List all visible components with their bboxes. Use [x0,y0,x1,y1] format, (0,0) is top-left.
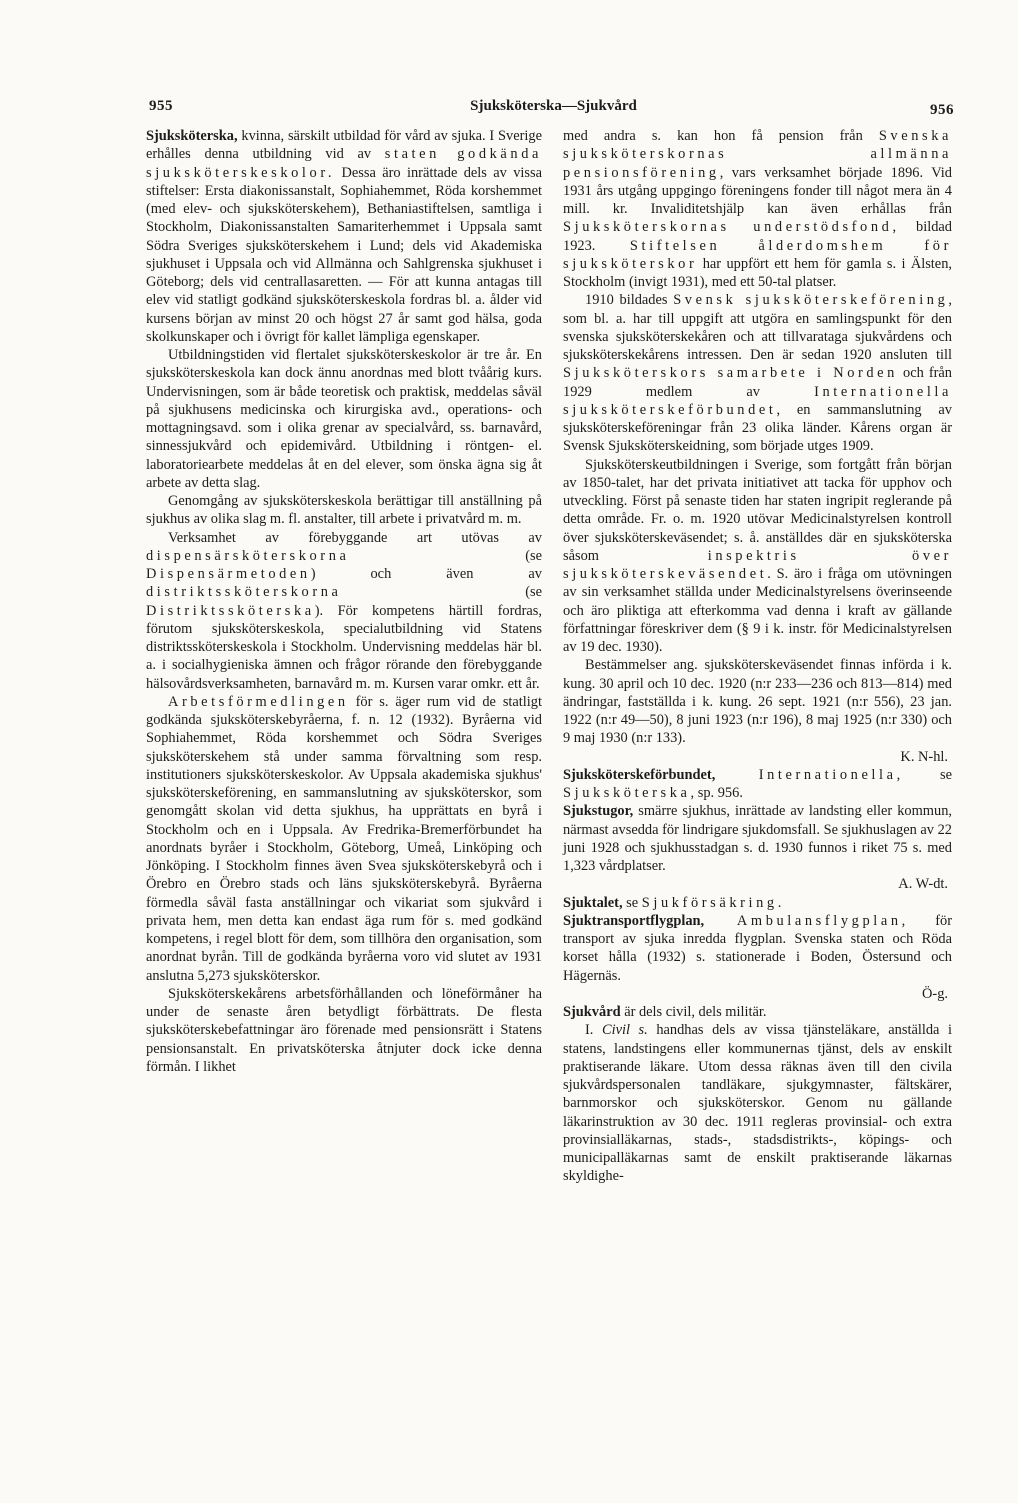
text-run: smärre sjukhus, inrättade av landsting eller kommun, närmast avsedda för lindrigare sjukdomsfall. Se sjukhuslagen av 22 juni 1928 och sjukhusstadgan s. d. 1930 funnos i riket 75 s. med 1,323 vårdplatser. [563,803,952,874]
page-number-right: 956 [930,102,954,118]
page-number-left: 955 [149,98,173,114]
text-run: ). För kompetens härtill fordras, förutom sjuksköterskeskola, specialutbildning vid Statens distriktssköterskeskola i Stockholm. Undervisning meddelas här bl. a. i socialhygieniska ämnen och frågor rörande den förebyggande hälsovårdsverksamheten, barnavård m. m. Kursen varar omkr. ett år. [146,602,542,692]
cross-reference: Dispensärmetoden [146,566,311,582]
cross-reference: dispensärsköterskorna [146,547,350,564]
paragraph [563,656,952,766]
cross-reference: Distriktssköterska [146,602,315,619]
left-column [146,127,542,1076]
text-run: (se [349,547,542,564]
italic-text: Civil s. [601,1022,648,1039]
entry-headword: Sjukvård [563,1004,621,1020]
spaced-text: Stiftelsen ålderdomshem för sjuksköterskor [563,237,952,272]
text-run: . [777,894,782,911]
text-run: , en sammanslutning av sjuksköterskeföreningar från 23 olika länder. Kårens organ är Svensk Sjuksköterskeidning, som började utges 1909. [563,401,952,455]
spaced-text: Arbetsförmedlingen [168,693,349,710]
text-run: , sp. 956. [690,785,743,801]
text-run: , vars verksamhet började 1896. Vid 1931 års utgång uppgingo föreningens fonder till något mera än 4 mill. kr. Invaliditetshjälp kan även erhållas från [563,164,952,217]
text-run: I. [585,1022,602,1039]
entry-headword: Sjuktalet, [563,894,623,911]
paragraph [563,766,952,803]
text-run: , som bl. a. har till uppgift att utgöra en samlingspunkt för den svenska sjuksköterskekåren och att tillvarataga sjukvårdens och sjuksköterskekårens intressen. Den är sedan 1920 ansluten till [563,292,952,363]
text-run: . S. äro i fråga om utövningen av sin verksamhet ställda under Medicinalstyrelsens överinseende och äro pliktiga att efterkomma vad denna i kraft av gällande författningar föreskriver dem (§ 9 i k. instr. för Medicinalstyrelsen av 19 dec. 1930). [563,566,952,655]
paragraph [563,291,952,455]
text-run: , för transport av sjuka inredda flygplan. Svenska staten och Röda korset hålla (1932) s. stationerade i Boden, Östersund och Hägernäs. [563,912,952,984]
text-run: har uppfört ett hem för gamla s. i Älsten, Stockholm (invigt 1931), med ett 50-tal platser. [563,255,952,290]
page-header [145,98,962,120]
text-run: med andra s. kan hon få pension från [563,128,879,144]
paragraph [146,693,542,985]
spaced-text: Sjuksköterskors samarbete i Norden [563,365,898,382]
text-run: ) och även av [310,566,542,582]
author-signature: A. W-dt. [898,876,948,893]
paragraph [146,127,542,346]
paragraph [563,1003,952,1021]
text-run: är dels civil, dels militär. [620,1004,767,1020]
text-run: Dessa äro inrättade dels av vissa stiftelser: Ersta diakonissanstalt, Sophiahemmet, Röda korshemmet (med elev- och sjuksköterskehem), Bethaniastiftelsen, samtliga i Stockholm, Diakonissanstalten Samariterhemmet i Uppsala samt Södra Sveriges sjuksköterskehem i Lund; dels vid Akademiska sjukhuset i Uppsala och vid Allmänna och Sahlgrenska sjukhuset i Göteborg; dels vid centrallasaretten. — För att kunna antagas till elev vid statligt godkänd sjuksköterskeskola fordras bl. a. ålder vid kursens början av minst 20 och högst 27 år samt god hälsa, goda skolkunskaper och i övrigt för kallet lämpliga egenskaper. [146,164,542,345]
paragraph: Utbildningstiden vid flertalet sjuksköterskeskolor är tre år. En sjuksköterskeskola kan dock ännu anordnas med blott tvåårig kurs. Undervisningen, som är både teoretisk och praktisk, meddelas såväl på sjukhusens medicinska och kirurgiska avd., operations- och mottagningsavd. som i olika grenar av specialvård, ss. barnavård, sinnessjukvård och epidemivård. Utbildning i röntgen- el. laboratoriearbete meddelas åt en del elever, som önska ägna sig åt arbete av detta slag. [146,347,542,491]
text-run: Verksamhet av förebyggande art utövas av [168,529,542,546]
text-run: , bildad 1923. [563,219,953,254]
text-run: för s. äger rum vid de statligt godkända sjuksköterskebyråerna, f. n. 12 (1932). Byråerna vid Sophiahemmet, Röda korshemmet och Södra Sveriges sjuksköterskehem stå under samma förvaltning som resp. institutioners sjuksköterskeskolor. Av Uppsala akademiska sjukhus' sjuksköterskeförening, en sammanslutning av sjuksköterskor, som genomgått skolan vid detta sjukhus, ha upprättats en byrå i Stockholm och en i Uppsala. Av Fredrika-Bremerförbundet ha anordnats byråer i Stockholm, Göteborg, Umeå, Linköping och Jönköping. I Stockholm finnes även Svea sjuksköterskebyrå och i Örebro en Örebro stads och läns sjuksköterskebyrå. Byråerna förmedla såväl fasta anställningar och vikariat som sjukvård i privata hem, men detta kan endast äga rum för s. med godkänd kompetens, i regel blott för dem, som tillhöra den organisation, som anordnat byrån. Till de godkända byråerna voro vid slutet av 1931 anslutna 5,273 sjuksköterskor. [146,693,542,984]
paragraph [563,127,952,291]
paragraph [563,802,952,893]
paragraph: Genomgång av sjuksköterskeskola berättigar till anställning på sjukhus av olika slag m. fl. anstalter, till arbete i privatvård m. m. [146,493,542,528]
entry-headword: Sjuksköterskeförbundet, [563,766,716,783]
right-column [563,127,952,1186]
spaced-text: Svensk sjuksköterskeförening [673,292,949,309]
spaced-text: Internationella sjuksköterskeförbundet [563,383,952,418]
spaced-text: Sjuksköterskornas understödsfond [563,219,893,236]
text-run: 1910 bildades [585,292,674,309]
text-run: handhas dels av vissa tjänsteläkare, anställda i statens, landstingens eller kommunernas tjänst, dels av enskilt praktiserande läkare. Utom dessa räknas även till den civila sjukvårdspersonalen tandläkare, sjukgymnaster, fältskärer, barnmorskor och sjuksköterskor. Genom nu gällande läkarinstruktion av 30 dec. 1911 regleras provinsial- och extra provinsialläkarnas, stads-, stadsdistrikts-, köpings- och municipalläkarnas samt de enskilt praktiserande läkarnas skyldighe- [563,1022,952,1185]
paragraph [146,529,542,693]
spaced-text: inspektris över sjuksköterskeväsendet [563,547,952,582]
text-run: Bestämmelser ang. sjuksköterskeväsendet finnas införda i k. kung. 30 april och 10 dec. 1920 (n:r 233—236 och 813—814) med ändringar, fastställda i k. kung. 26 sept. 1921 (n:r 556), 23 jan. 1922 (n:r 49—50), 8 juni 1923 (n:r 196), 8 maj 1925 (n:r 330) och 9 maj 1930 (n:r 133). [563,657,952,747]
author-signature: Ö-g. [922,985,948,1002]
spaced-text: Internationella [715,766,897,783]
author-signature: K. N-hl. [900,748,948,765]
entry-headword: Sjuksköterska, [146,128,238,144]
running-title: Sjuksköterska—Sjukvård [470,98,637,114]
spaced-text: Svenska sjuksköterskornas allmänna pensionsförening [563,128,952,181]
paragraph [563,912,952,1003]
entry-headword: Sjuktransportflygplan, [563,912,705,929]
spaced-text: staten godkända sjuksköterskeskolor. [146,146,542,181]
cross-reference: Sjukförsäkring [641,894,778,911]
cross-reference: Sjuksköterska [563,785,691,801]
paragraph: Sjuksköterskekårens arbetsförhållanden och löneförmåner ha under de senaste åren betydligt förbättrats. De flesta sjuksköterskebefattningar äro förenade med pensionsrätt i Statens pensionsanstalt. En privatsköterska åtnjuter dock icke denna förmån. I likhet [146,985,542,1075]
text-run: se [622,894,642,911]
paragraph [563,1021,952,1185]
text-run: och från 1929 medlem av [563,365,953,400]
paragraph [563,894,952,912]
spaced-text: Ambulansflygplan [704,912,902,929]
text-run: , se [896,766,952,783]
cross-reference: distriktssköterskorna [146,584,342,601]
entry-headword: Sjukstugor, [563,803,634,820]
text-run: (se [341,584,542,601]
text-run: Sjuksköterskeutbildningen i Sverige, som fortgått från början av 1850-talet, har det privata initiativet att tacka för upphov och utveckling. Först på senaste tiden har staten ingripit reglerande på detta område. Fr. o. m. 1920 utövar Medicinalstyrelsen kontroll över sjuksköterskeväsendet; s. å. anställdes där en sjuksköterska såsom [563,456,952,564]
text-run: kvinna, särskilt utbildad för vård av sjuka. I Sverige erhålles denna utbildning vid av [146,128,542,163]
paragraph [563,456,952,657]
